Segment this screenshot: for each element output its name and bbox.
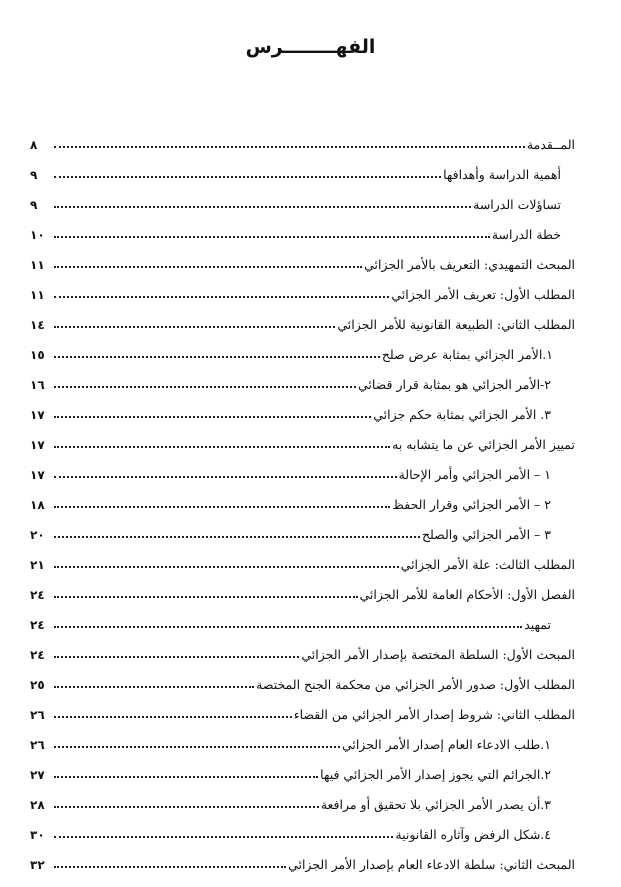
dot-leader — [54, 776, 318, 778]
toc-entry-page-number: ٢٤ — [30, 648, 45, 662]
toc-entry[interactable] — [30, 122, 575, 152]
dot-leader — [54, 596, 358, 598]
dot-leader — [54, 866, 286, 868]
toc-entry-title: أهمية الدراسة وأهدافها — [443, 167, 561, 182]
toc-entry[interactable] — [30, 152, 575, 182]
toc-entry-title: ٣. الأمر الجزائي بمثابة حكم جزائي — [373, 407, 551, 422]
dot-leader — [54, 746, 340, 748]
toc-entry-page-number: ١٧ — [30, 468, 45, 482]
toc-entry-title: المــقدمة — [526, 137, 575, 152]
dot-leader — [54, 356, 380, 358]
toc-entry[interactable] — [30, 362, 575, 392]
dot-leader — [54, 416, 371, 418]
dot-leader — [54, 296, 389, 298]
toc-entry-title: تمهيد — [524, 617, 551, 632]
toc-entry-page-number: ٢٦ — [30, 708, 45, 722]
toc-entry-page-number: ١٧ — [30, 408, 45, 422]
toc-entry-page-number: ١٥ — [30, 348, 45, 362]
dot-leader — [54, 506, 390, 508]
toc-entry-title: المبحث التمهيدي: التعريف بالأمر الجزائي — [364, 257, 575, 272]
toc-entry-page-number: ٩ — [30, 198, 38, 212]
toc-entry-title: المطلب الثاني: شروط إصدار الأمر الجزائي من القضاء — [293, 707, 575, 722]
toc-entry-page-number: ٢٤ — [30, 588, 45, 602]
toc-entry[interactable] — [30, 782, 575, 812]
toc-entry-title: المطلب الأول: صدور الأمر الجزائي من محكمة الجنح المختصة — [256, 677, 575, 692]
toc-entry-page-number: ٣٠ — [30, 828, 45, 842]
toc-entry-title: ١ – الأمر الجزائي وأمر الإحالة — [398, 467, 551, 482]
page-title: الفهــــــــرس — [245, 36, 376, 58]
dot-leader — [54, 566, 399, 568]
toc-entry-title: تساؤلات الدراسة — [473, 197, 561, 212]
toc-entry[interactable] — [30, 272, 575, 302]
dot-leader — [54, 206, 471, 208]
toc-entry-title: المبحث الأول: السلطة المختصة بإصدار الأمر الجزائي — [301, 647, 575, 662]
toc-entry-page-number: ١٤ — [30, 318, 45, 332]
toc-entry[interactable] — [30, 752, 575, 782]
toc-entry-page-number: ٢٤ — [30, 618, 45, 632]
toc-entry-title: المطلب الأول: تعريف الأمر الجزائي — [391, 287, 575, 302]
toc-entry-title: ٢.الجرائم التي يجوز إصدار الأمر الجزائي فيها — [320, 767, 551, 782]
toc-entry[interactable] — [30, 242, 575, 272]
toc-entry[interactable] — [30, 842, 575, 872]
toc-entry[interactable] — [30, 722, 575, 752]
toc-entry-page-number: ١١ — [30, 288, 45, 302]
toc-entry[interactable] — [30, 422, 575, 452]
toc-entry-title: ٤.شكل الرفض وآثاره القانونية — [395, 827, 551, 842]
dot-leader — [54, 806, 319, 808]
toc-entry-title: المطلب الثاني: الطبيعة القانونية للأمر الجزائي — [337, 317, 575, 332]
dot-leader — [54, 836, 393, 838]
dot-leader — [54, 686, 254, 688]
toc-entry[interactable] — [30, 542, 575, 572]
toc-entry-title: ٢-الأمر الجزائي هو بمثابة قرار قضائي — [357, 377, 551, 392]
dot-leader — [54, 176, 441, 178]
toc-entry-page-number: ١٦ — [30, 378, 45, 392]
toc-entry[interactable] — [30, 632, 575, 662]
toc-entry-page-number: ٢٧ — [30, 768, 45, 782]
toc-entry-page-number: ٢٠ — [30, 528, 45, 542]
toc-entry-page-number: ٣٢ — [30, 858, 45, 872]
dot-leader — [54, 236, 490, 238]
dot-leader — [54, 266, 362, 268]
toc-entry-page-number: ٢٦ — [30, 738, 45, 752]
toc-entry-page-number: ٢١ — [30, 558, 45, 572]
toc-entry-page-number: ٨ — [30, 138, 38, 152]
toc-entry-title: تمييز الأمر الجزائي عن ما يتشابه به — [392, 437, 575, 452]
toc-entry[interactable] — [30, 302, 575, 332]
toc-entry[interactable] — [30, 182, 575, 212]
toc-entry[interactable] — [30, 812, 575, 842]
dot-leader — [54, 146, 525, 148]
toc-entry-page-number: ٢٨ — [30, 798, 45, 812]
toc-entry[interactable] — [30, 452, 575, 482]
dot-leader — [54, 536, 420, 538]
toc-entry[interactable] — [30, 482, 575, 512]
dot-leader — [54, 326, 335, 328]
toc-entry[interactable] — [30, 662, 575, 692]
toc-entry-page-number: ١٨ — [30, 498, 45, 512]
toc-entry-title: ١.طلب الادعاء العام إصدار الأمر الجزائي — [341, 737, 551, 752]
toc-entry[interactable] — [30, 572, 575, 602]
toc-entry-title: ٣ – الأمر الجزائي والصلح — [421, 527, 551, 542]
toc-entry[interactable] — [30, 392, 575, 422]
table-of-contents — [30, 122, 575, 872]
toc-entry[interactable] — [30, 212, 575, 242]
dot-leader — [54, 656, 299, 658]
toc-entry[interactable] — [30, 512, 575, 542]
dot-leader — [54, 446, 390, 448]
dot-leader — [54, 476, 397, 478]
toc-entry-title: المطلب الثالث: علة الأمر الجزائي — [400, 557, 575, 572]
toc-entry-title: ١.الأمر الجزائي بمثابة عرض صلح — [381, 347, 553, 362]
toc-entry-page-number: ١٧ — [30, 438, 45, 452]
toc-entry-page-number: ١٠ — [30, 228, 45, 242]
toc-entry-title: ٣.أن يصدر الأمر الجزائي بلا تحقيق أو مرافعة — [320, 797, 551, 812]
toc-entry-title: المبحث الثاني: سلطة الادعاء العام بإصدار الأمر الجزائي — [288, 857, 575, 872]
toc-entry[interactable] — [30, 602, 575, 632]
toc-entry[interactable] — [30, 692, 575, 722]
toc-entry-title: ٢ – الأمر الجزائي وقرار الحفظ — [392, 497, 551, 512]
toc-entry-title: الفصل الأول: الأحكام العامة للأمر الجزائي — [359, 587, 575, 602]
toc-entry[interactable] — [30, 332, 575, 362]
dot-leader — [54, 626, 522, 628]
toc-entry-page-number: ٩ — [30, 168, 38, 182]
toc-entry-title: خطة الدراسة — [491, 227, 561, 242]
dot-leader — [54, 386, 356, 388]
dot-leader — [54, 716, 292, 718]
toc-entry-page-number: ١١ — [30, 258, 45, 272]
toc-entry-page-number: ٢٥ — [30, 678, 45, 692]
